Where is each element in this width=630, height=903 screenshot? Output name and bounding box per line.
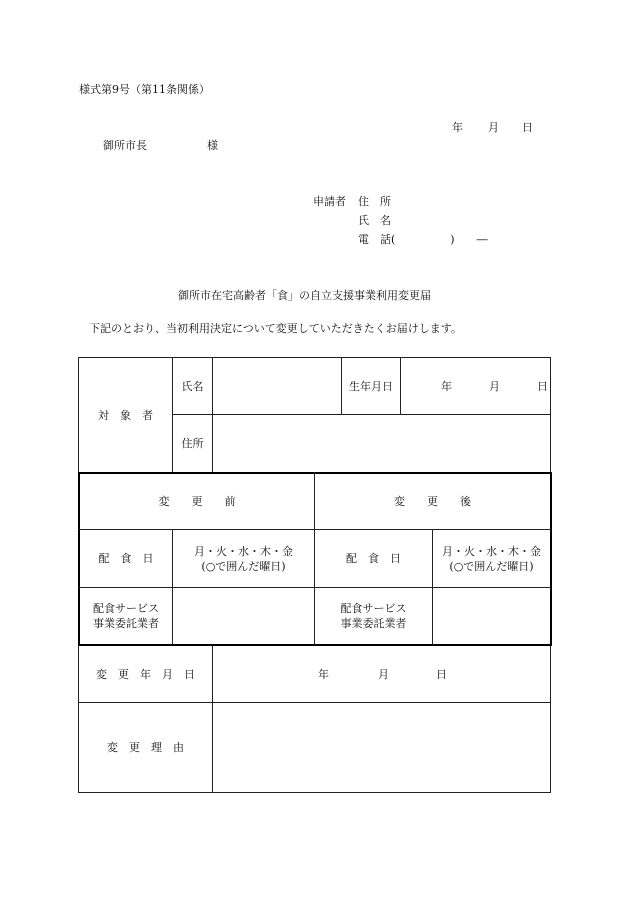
document-title: 御所市在宅高齢者「食」の自立支援事業利用変更届 xyxy=(178,289,431,302)
before-contractor-field[interactable] xyxy=(173,588,314,644)
form-number: 様式第9号（第11条関係） xyxy=(79,83,210,96)
after-contractor-label-line1: 配食サービス xyxy=(340,602,407,615)
applicant-address-label: 住 所 xyxy=(358,195,391,208)
intro-text: 下記のとおり、当初利用決定について変更していただきたくお届けします。 xyxy=(89,322,462,335)
birth-date-label: 生年月日 xyxy=(349,379,393,393)
after-weekdays[interactable] xyxy=(433,530,550,587)
after-contractor-label-line2: 事業委託業者 xyxy=(340,617,407,630)
addressee: 御所市長 xyxy=(103,139,147,152)
after-delivery-day-label: 配 食 日 xyxy=(346,552,401,565)
date-year-label: 年 xyxy=(452,121,463,134)
change-date-field[interactable] xyxy=(213,646,550,702)
before-delivery-day-label: 配 食 日 xyxy=(98,552,154,565)
before-weekdays-list: 月・火・水・木・金 xyxy=(194,544,293,558)
after-contractor-field[interactable] xyxy=(433,588,550,644)
subject-label: 対 象 者 xyxy=(98,408,153,422)
address-field[interactable] xyxy=(213,415,550,472)
applicant-phone-label: 電 話( ) ― xyxy=(358,233,488,246)
after-weekdays-list: 月・火・水・木・金 xyxy=(442,544,541,558)
before-contractor-label xyxy=(80,588,172,644)
before-weekdays-note: (○で囲んだ曜日) xyxy=(201,559,286,573)
change-month-label: 月 xyxy=(378,667,389,681)
applicant-name-label: 氏 名 xyxy=(358,214,391,227)
before-contractor-label-line2: 事業委託業者 xyxy=(93,617,159,630)
change-year-label: 年 xyxy=(318,667,329,681)
before-weekdays[interactable] xyxy=(173,530,314,587)
name-label: 氏名 xyxy=(181,379,204,393)
applicant-label: 申請者 xyxy=(313,195,346,208)
birth-day-label: 日 xyxy=(537,379,548,393)
change-day-label: 日 xyxy=(436,667,447,681)
after-weekdays-note: (○で囲んだ曜日) xyxy=(449,559,534,573)
name-field[interactable] xyxy=(213,358,341,414)
before-contractor-label-line1: 配食サービス xyxy=(93,602,159,615)
address-label: 住所 xyxy=(181,437,204,450)
after-change-header: 変 更 後 xyxy=(394,495,471,508)
change-date-label: 変 更 年 月 日 xyxy=(96,667,195,681)
birth-month-label: 月 xyxy=(489,379,500,393)
after-contractor-label xyxy=(315,588,432,644)
before-change-header: 変 更 前 xyxy=(158,495,236,508)
birth-date-field[interactable] xyxy=(401,358,550,414)
birth-year-label: 年 xyxy=(441,379,452,393)
change-reason-label: 変 更 理 由 xyxy=(107,741,184,754)
date-day-label: 日 xyxy=(522,121,533,134)
date-month-label: 月 xyxy=(488,121,499,134)
honorific: 様 xyxy=(207,139,218,152)
change-reason-field[interactable] xyxy=(213,703,550,792)
